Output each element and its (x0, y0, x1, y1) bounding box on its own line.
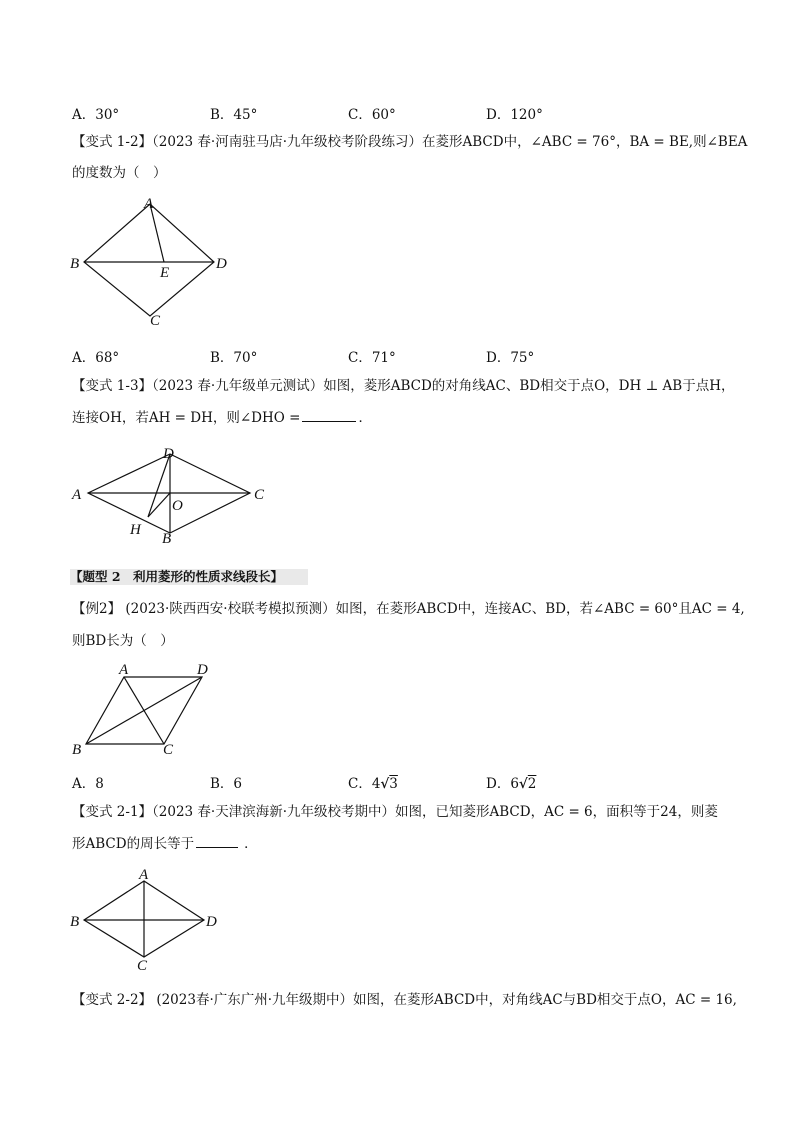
label-c: C (137, 958, 148, 974)
label-b: B (72, 742, 82, 758)
answer-blank (302, 409, 356, 422)
label-b: B (70, 256, 80, 272)
choice-b: B．70° (210, 350, 258, 366)
choice-a: A．30° (72, 107, 120, 123)
question-v2-1-text: 【变式 2-1】（2023 春·天津滨海新·九年级校考期中）如图，已知菱形ABCD，AC = 6，面积等于24，则菱 (72, 804, 718, 820)
choice-b: B．45° (210, 107, 258, 123)
example-2-text: 【例2】 (2023·陕西西安·校联考模拟预测）如图，在菱形ABCD中，连接AC、BD，若∠ABC = 60°且AC = 4, (72, 601, 745, 617)
choice-b: B．6 (210, 776, 243, 792)
label-d: D (163, 446, 174, 462)
label-a: A (72, 487, 82, 503)
question-v2-2-text: 【变式 2-2】 (2023春·广东广州·九年级期中）如图，在菱形ABCD中，对角线AC与BD相交于点O，AC = 16, (72, 992, 737, 1008)
question-v1-3-text-cont: 连接OH，若AH = DH，则∠DHO = ． (72, 410, 372, 426)
choice-d: D．75° (486, 350, 535, 366)
label-a: A (144, 196, 154, 212)
label-o: O (172, 498, 183, 514)
section-heading: 【题型 2 利用菱形的性质求线段长】 (70, 569, 308, 585)
question-v1-2-text-cont: 的度数为（ ） (72, 165, 167, 181)
label-c: C (163, 742, 174, 758)
label-b: B (70, 914, 80, 930)
label-d: D (197, 662, 208, 678)
label-b: B (162, 531, 172, 547)
question-v1-2-text: 【变式 1-2】（2023 春·河南驻马店·九年级校考阶段练习）在菱形ABCD中，∠ABC = 76°，BA = BE,则∠BEA (72, 134, 748, 150)
rhombus-figure-abcdoh (66, 440, 286, 550)
example-2-text-cont: 则BD长为（ ） (72, 633, 174, 649)
choice-a: A．68° (72, 350, 120, 366)
rhombus-figure-abcde (66, 194, 236, 329)
choice-d: D．6√2 (486, 776, 537, 792)
label-c: C (150, 313, 161, 329)
label-a: A (139, 867, 149, 883)
label-d: D (216, 256, 227, 272)
label-e: E (160, 265, 170, 281)
label-d: D (206, 914, 217, 930)
label-c: C (254, 487, 265, 503)
rhombus-figure-parallelogram (66, 659, 226, 759)
choice-c: C．4√3 (348, 776, 398, 792)
rhombus-figure-abcd (66, 864, 236, 976)
choice-c: C．60° (348, 107, 396, 123)
choice-c: C．71° (348, 350, 396, 366)
label-a: A (119, 662, 129, 678)
question-v2-1-text-cont: 形ABCD的周长等于 ． (72, 836, 258, 852)
choice-a: A．8 (72, 776, 104, 792)
choice-d: D．120° (486, 107, 543, 123)
question-v1-3-text: 【变式 1-3】（2023 春·九年级单元测试）如图，菱形ABCD的对角线AC、BD相交于点O，DH ⊥ AB于点H， (72, 378, 735, 394)
answer-blank (196, 835, 238, 848)
label-h: H (130, 522, 141, 538)
